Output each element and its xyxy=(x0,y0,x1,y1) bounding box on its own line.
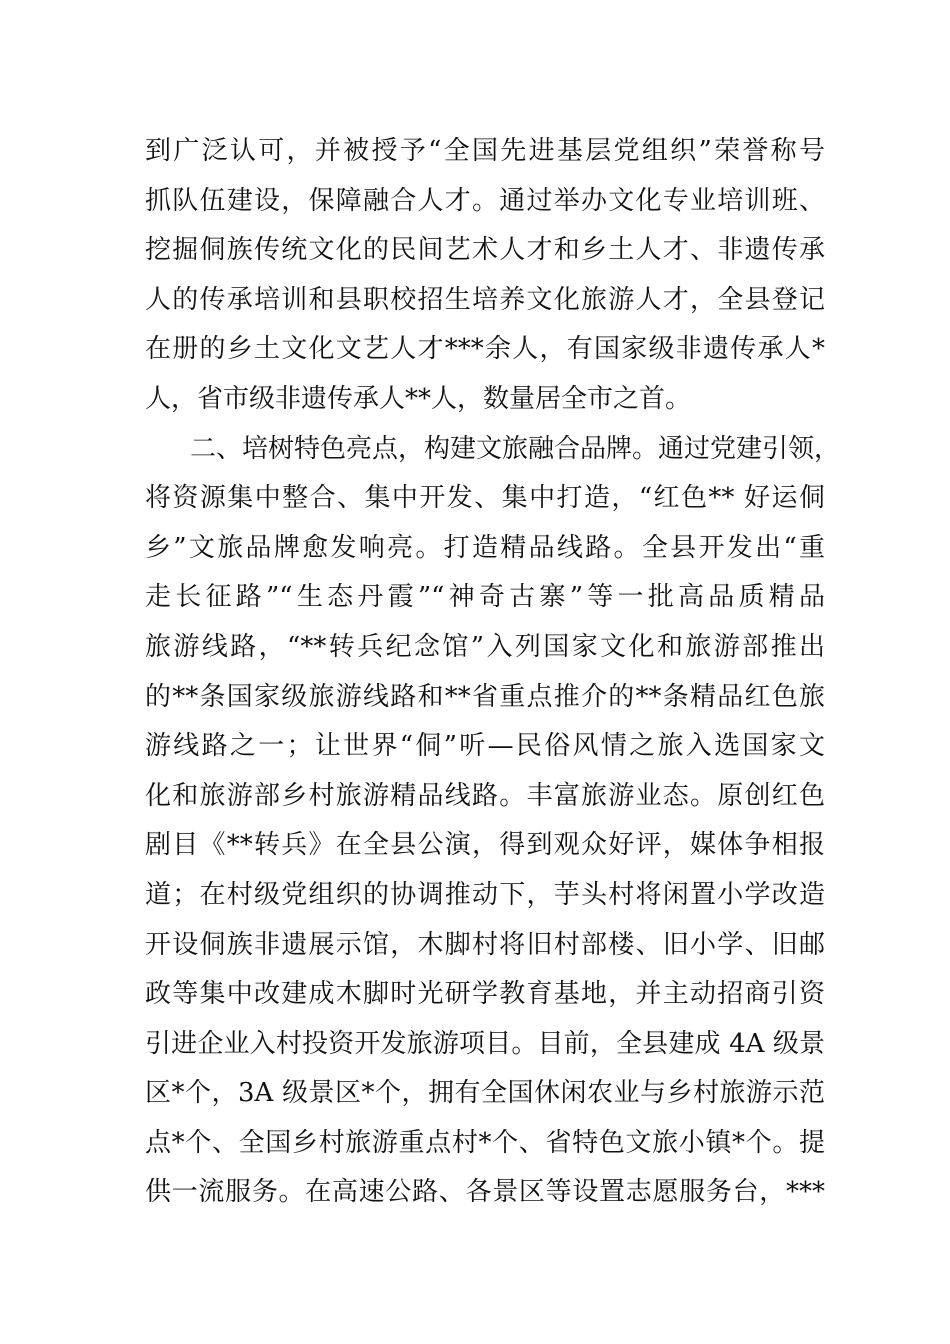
text-line: 抓队伍建设，保障融合人才。通过举办文化专业培训班、 xyxy=(145,185,825,216)
text-line: 道；在村级党组织的协调推动下，芋头村将闲置小学改造 xyxy=(145,879,825,910)
text-line: 点*个、全国乡村旅游重点村*个、省特色文旅小镇*个。提 xyxy=(145,1127,825,1158)
text-line: 二、培树特色亮点，构建文旅融合品牌。通过党建引领， xyxy=(190,433,841,464)
text-line: 剧目《**转兵》在全县公演，得到观众好评，媒体争相报 xyxy=(145,830,825,861)
text-line: 政等集中改建成木脚时光研学教育基地，并主动招商引资 xyxy=(145,979,825,1010)
text-line: 人的传承培训和县职校招生培养文化旅游人才，全县登记 xyxy=(145,284,825,315)
text-line: 区*个，3A 级景区*个，拥有全国休闲农业与乡村旅游示范 xyxy=(145,1078,825,1109)
body-text xyxy=(145,127,841,1218)
text-line: 走长征路”“生态丹霞”“神奇古寨”等一批高品质精品 xyxy=(145,582,825,613)
text-line: 到广泛认可，并被授予“全国先进基层党组织”荣誉称号 xyxy=(145,136,825,166)
text-line: 在册的乡土文化文艺人才***余人，有国家级非遗传承人* xyxy=(145,334,825,365)
text-line: 开设侗族非遗展示馆，木脚村将旧村部楼、旧小学、旧邮 xyxy=(145,929,825,960)
text-line: 的**条国家级旅游线路和**省重点推介的**条精品红色旅 xyxy=(145,681,825,712)
text-line: 将资源集中整合、集中开发、集中打造，“红色** 好运侗 xyxy=(145,483,825,514)
text-line: 挖掘侗族传统文化的民间艺术人才和乡土人才、非遗传承 xyxy=(145,235,825,266)
text-line: 人，省市级非遗传承人**人，数量居全市之首。 xyxy=(145,383,692,414)
text-line: 乡”文旅品牌愈发响亮。打造精品线路。全县开发出“重 xyxy=(145,532,825,563)
text-line: 化和旅游部乡村旅游精品线路。丰富旅游业态。原创红色 xyxy=(145,780,825,811)
text-line: 游线路之一；让世界“侗”听—民俗风情之旅入选国家文 xyxy=(145,731,825,762)
text-line: 旅游线路，“**转兵纪念馆”入列国家文化和旅游部推出 xyxy=(145,631,825,662)
text-line: 供一流服务。在高速公路、各景区等设置志愿服务台，*** xyxy=(145,1177,825,1208)
text-line: 引进企业入村投资开发旅游项目。目前，全县建成 4A 级景 xyxy=(145,1028,825,1059)
